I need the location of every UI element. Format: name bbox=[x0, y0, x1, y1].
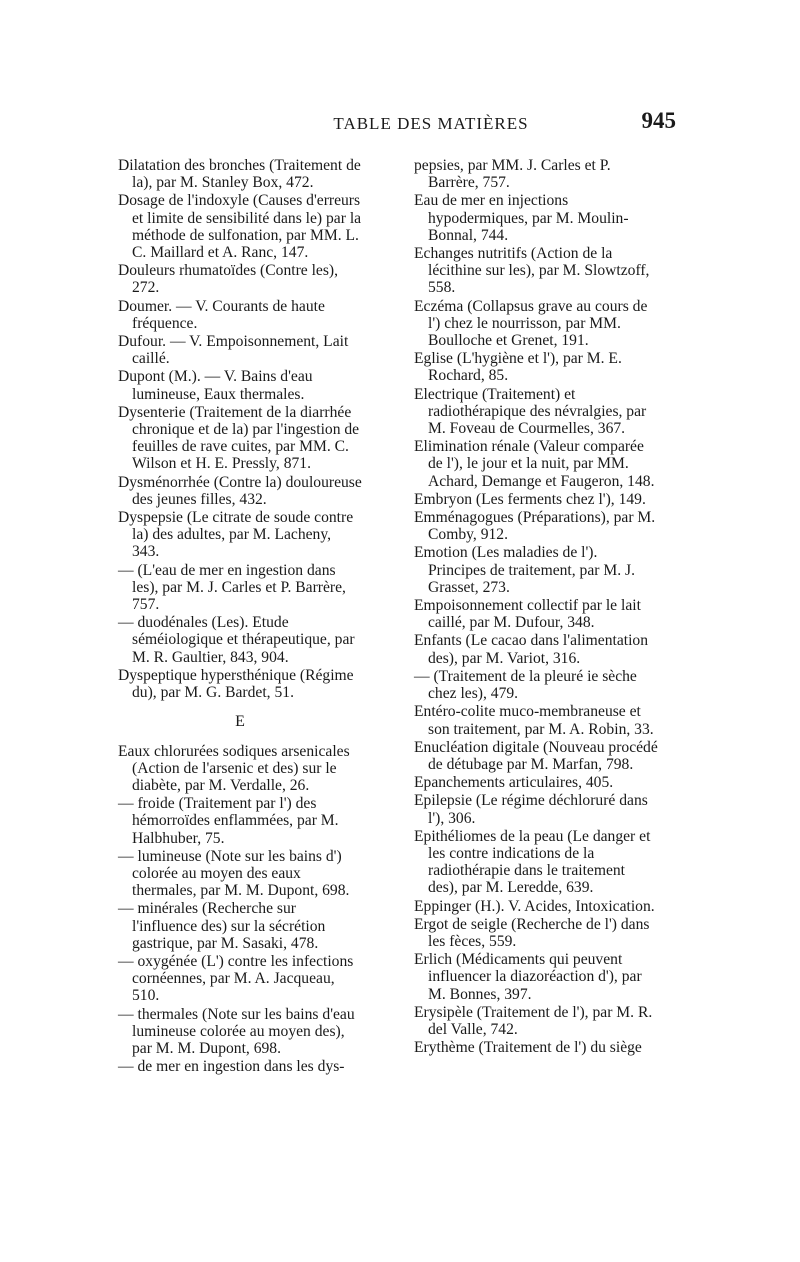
index-entry: Douleurs rhumatoïdes (Contre les), 272. bbox=[118, 262, 338, 297]
index-entry: Elimination rénale (Valeur comparée de l'), le jour et la nuit, par MM. Achard, Demange et Faugeron, 148. bbox=[414, 438, 655, 490]
index-entry: — froide (Traitement par l') des hémorroïdes enflammées, par M. Halbhuber, 75. bbox=[118, 795, 339, 847]
section-letter: E bbox=[235, 713, 245, 731]
index-entry: Emotion (Les maladies de l'). Principes de traitement, par M. J. Grasset, 273. bbox=[414, 544, 635, 596]
index-entry: Epilepsie (Le régime déchloruré dans l'), 306. bbox=[414, 792, 648, 827]
index-entry: Dyspepsie (Le citrate de soude contre la) des adultes, par M. Lacheny, 343. bbox=[118, 509, 354, 561]
page-number: 945 bbox=[641, 108, 676, 133]
running-title: TABLE DES MATIÈRES bbox=[333, 114, 529, 133]
index-entry: — lumineuse (Note sur les bains d') colorée au moyen des eaux thermales, par M. M. Dupont, 698. bbox=[118, 847, 350, 900]
index-entry: Echanges nutritifs (Action de la lécithine sur les), par M. Slowtzoff, 558. bbox=[414, 245, 650, 297]
index-entry: Dosage de l'indoxyle (Causes d'erreurs et limite de sensibilité dans le) par la méthode de sulfonation, par MM. L. C. Maillard et A. Ranc, 147. bbox=[118, 192, 362, 262]
index-entry: — duodénales (Les). Etude séméiologique et thérapeutique, par M. R. Gaultier, 843, 904. bbox=[118, 614, 355, 666]
index-entry: pepsies, par MM. J. Carles et P. Barrère, 757. bbox=[414, 157, 611, 192]
index-entry: Dufour. — V. Empoisonnement, Lait caillé. bbox=[118, 333, 349, 368]
index-entry: — oxygénée (L') contre les infections cornéennes, par M. A. Jacqueau, 510. bbox=[118, 952, 354, 1005]
index-entry: Emménagogues (Préparations), par M. Comby, 912. bbox=[414, 509, 656, 544]
index-entry: Erythème (Traitement de l') du siège bbox=[414, 1039, 642, 1057]
index-entry: Doumer. — V. Courants de haute fréquence. bbox=[118, 297, 325, 332]
index-entry: Eppinger (H.). V. Acides, Intoxication. bbox=[414, 897, 655, 915]
index-entry: Dupont (M.). — V. Bains d'eau lumineuse, Eaux thermales. bbox=[118, 368, 313, 403]
index-entry: Eaux chlorurées sodiques arsenicales (Action de l'arsenic et des) sur le diabète, par M. Verdalle, 26. bbox=[118, 742, 350, 794]
index-entry: Embryon (Les ferments chez l'), 149. bbox=[414, 490, 646, 508]
index-entry: Eau de mer en injections hypodermiques, par M. Moulin-Bonnal, 744. bbox=[414, 192, 629, 244]
index-entry: Epanchements articulaires, 405. bbox=[414, 774, 614, 792]
index-entry: Dilatation des bronches (Traitement de la), par M. Stanley Box, 472. bbox=[118, 157, 361, 192]
index-entry: Dysenterie (Traitement de la diarrhée chronique et de la) par l'ingestion de feuilles de rave cuites, par MM. C. Wilson et H. E. Pressly, 871. bbox=[118, 403, 360, 473]
index-entry: — (L'eau de mer en ingestion dans les), par M. J. Carles et P. Barrère, 757. bbox=[118, 561, 346, 614]
index-entry: — de mer en ingestion dans les dys- bbox=[118, 1058, 345, 1076]
index-entry: Ergot de seigle (Recherche de l') dans les fèces, 559. bbox=[414, 915, 650, 950]
index-entry: Eglise (L'hygiène et l'), par M. E. Rochard, 85. bbox=[414, 350, 622, 385]
index-entry: Electrique (Traitement) et radiothérapique des névralgies, par M. Foveau de Courmelles, 367. bbox=[414, 385, 647, 438]
left-column bbox=[118, 157, 362, 1076]
index-entry: Enucléation digitale (Nouveau procédé de détubage par M. Marfan, 798. bbox=[414, 738, 658, 773]
index-entry: Empoisonnement collectif par le lait caillé, par M. Dufour, 348. bbox=[414, 597, 641, 632]
index-entry: Dyspeptique hypersthénique (Régime du), par M. G. Bardet, 51. bbox=[118, 666, 354, 702]
right-column bbox=[414, 157, 658, 1057]
index-entry: Enfants (Le cacao dans l'alimentation des), par M. Variot, 316. bbox=[414, 632, 649, 667]
index-entry: Epithéliomes de la peau (Le danger et les contre indications de la radiothérapie dans le traitement des), par M. Leredde, 639. bbox=[414, 827, 651, 897]
index-entry: — (Traitement de la pleuré ie sèche chez les), 479. bbox=[414, 667, 637, 703]
index-entry: Erlich (Médicaments qui peuvent influencer la diazoréaction d'), par M. Bonnes, 397. bbox=[414, 951, 642, 1003]
page-header bbox=[116, 106, 676, 142]
index-entry: Eczéma (Collapsus grave au cours de l') chez le nourrisson, par MM. Boulloche et Grenet, 191. bbox=[414, 297, 648, 350]
index-entry: Erysipèle (Traitement de l'), par M. R. del Valle, 742. bbox=[414, 1003, 653, 1038]
index-entry: Entéro-colite muco-membraneuse et son traitement, par M. A. Robin, 33. bbox=[414, 703, 654, 738]
index-entry: — thermales (Note sur les bains d'eau lumineuse colorée au moyen des), par M. M. Dupont, 698. bbox=[118, 1005, 355, 1057]
index-entry: — minérales (Recherche sur l'influence des) sur la sécrétion gastrique, par M. Sasaki, 478. bbox=[118, 900, 326, 952]
index-entry: Dysménorrhée (Contre la) douloureuse des jeunes filles, 432. bbox=[118, 473, 362, 508]
